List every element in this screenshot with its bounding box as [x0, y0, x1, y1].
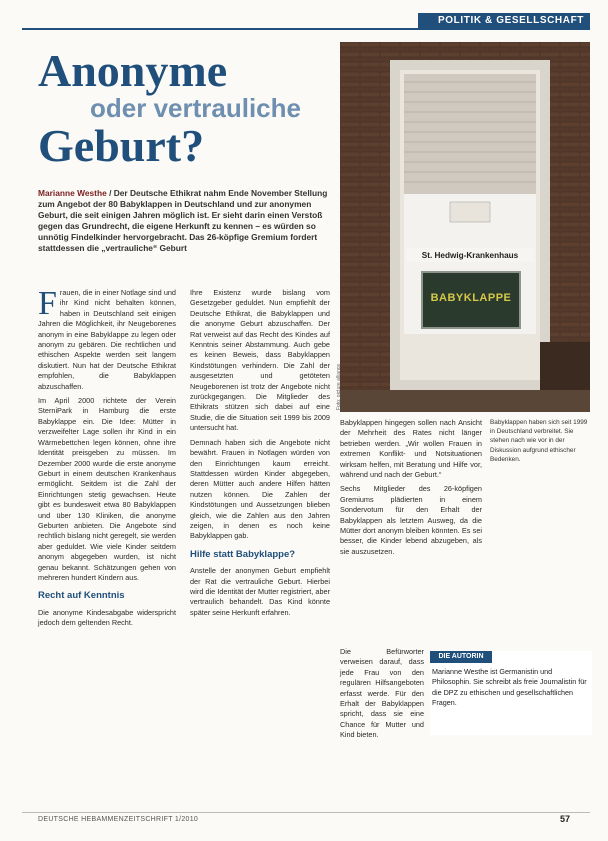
footer-divider: [22, 812, 590, 813]
column-2: [190, 288, 330, 622]
column-1: [38, 285, 176, 633]
author-box-text: Marianne Westhe ist Germanistin und Philosophin. Sie schreibt als freie Journalistin für die DPZ zu ethischen und gesellschaftlichen Fragen.: [432, 667, 587, 708]
section-label: POLITIK & GESELLSCHAFT: [418, 13, 590, 29]
subheading-hilfe: Hilfe statt Babyklappe?: [190, 548, 296, 560]
photo-caption: Babyklappen haben sich seit 1999 in Deutschland verbreitet. Sie stehen nach wie vor in der Diskussion aufgrund ethischer Bedenken.: [490, 419, 588, 463]
lead-separator: /: [109, 188, 114, 198]
column-3: [340, 418, 482, 561]
photo-credit: Foto: picture alliance: [336, 363, 342, 410]
babyklappe-label: BABYKLAPPE: [430, 292, 512, 304]
title-line-3: Geburt?: [38, 120, 205, 171]
footer-journal: DEUTSCHE HEBAMMENZEITSCHRIFT 1/2010: [38, 816, 199, 823]
col3-paragraph-1: Babyklappen hingegen sollen nach Ansicht der Mehrheit des Rates nicht länger betrieben werden. „Wir wollen Frauen in extremen Konflikt- und Notsituationen wirksam helfen, mit Beratung und Hilfe vor, während und nach der Geburt.“: [340, 418, 482, 480]
lead-paragraph: [38, 188, 328, 254]
col1-paragraph-1: rauen, die in einer Notlage sind und ihr Kind nicht behalten können, haben in Deutschland seit einigen Jahren die Möglichkeit, ihr Neugeborenes anonym in eine Babyklappe zu legen oder anonym zu gebären. Die rechtlichen und ethischen Aspekte werden seit langem diskutiert. Nun hat der Deutsche Ethikrat empfohlen, die Babyklappen abzuschaffen.: [38, 288, 176, 391]
column-3-lower: [340, 647, 424, 745]
babyklappe-photo: [340, 42, 590, 412]
lead-text: Der Deutsche Ethikrat nahm Ende November Stellung zum Angebot der 80 Babyklappen in Deutschland und zur anonymen Geburt, die seit einigen Jahren möglich ist. Er sieht darin einen Verstoß gegen das Grundrecht, die eigene Herkunft zu kennen – es würden so unnötig Findelkinder hervorgebracht. Das 26-köpfige Gremium fordert stattdessen die „vertrauliche“ Geburt: [38, 188, 328, 253]
col1-paragraph-3: Die anonyme Kindesabgabe widerspricht jedoch dem geltenden Recht.: [38, 607, 176, 628]
article-photo: [340, 42, 590, 412]
dropcap: F: [38, 285, 57, 322]
title-line-1: Anonyme: [38, 45, 228, 96]
title-line-2: oder vertrauliche: [90, 93, 301, 123]
author-box-label: DIE AUTORIN: [430, 651, 492, 663]
col2-paragraph-3: Anstelle der anonymen Geburt empfiehlt der Rat die vertrauliche Geburt. Hierbei wird die Identität der Mutter registriert, aber vertraulich behandelt. Das Kind könnte später seine Herkunft erfahren.: [190, 566, 330, 617]
col3b-paragraph-1: Die Befürworter verweisen darauf, dass jede Frau von den regulären Hilfsangeboten erfasst werde. Für den Erhalt der Babyklappen spricht, dass sie eine Chance für Mutter und Kind bieten.: [340, 647, 424, 740]
col1-paragraph-2: Im April 2000 richtete der Verein SterniPark in Hamburg die erste Babyklappe ein. Die Idee: Mütter in verzweifelter Lage sollen ihr Kind in ein Wärmebettchen legen können, ohne ihre Identität preisgeben zu müssen. Im Dezember 2000 wurde die erste anonyme Geburt in einem deutschen Krankenhaus ermöglicht. Seitdem ist die Zahl der Einrichtungen stetig gewachsen. Heute gibt es bundesweit etwa 80 Babyklappen und über 130 Kliniken, die anonyme Geburten anbieten. Die Angebote sind rechtlich bislang nicht geregelt, sie werden aber geduldet. Wie viele Kinder seitdem anonym abgegeben wurden, ist nicht genau bekannt. Schätzungen gehen von mehreren hundert Kindern aus.: [38, 396, 176, 582]
hospital-sign: St. Hedwig-Krankenhaus: [421, 251, 519, 260]
col2-paragraph-2: Demnach haben sich die Angebote nicht bewährt. Frauen in Notlagen würden von den Einrichtungen kaum erreicht. Stattdessen würden Kinder abgegeben, deren Mütter auch andere Hilfen hätten nutzen können. Die Zahlen der Kindstötungen und Aussetzungen blieben gleich, wie die Zahlen aus den Jahren zeigen, in denen es noch keine Babyklappen gab.: [190, 437, 330, 541]
lead-author: Marianne Westhe: [38, 188, 107, 198]
col2-paragraph-1: Ihre Existenz wurde bislang vom Gesetzgeber geduldet. Nun empfiehlt der Deutsche Ethikrat, die Babyklappen und die anonyme Geburt abzuschaffen. Der Rat verweist auf das Recht des Kindes auf Kenntnis seiner Abstammung. Auch gebe es keinen Beweis, dass Babyklappen Kindstötungen verhindern. Die Zahl der ausgesetzten und getöteten Neugeborenen ist trotz der Angebote nicht zurückgegangen. Die Mitglieder des Ethikrats stützen sich dabei auf eine Studie, die die Situation seit 1999 bis 2009 untersucht hat.: [190, 288, 330, 433]
section-divider: [22, 28, 590, 30]
col3-paragraph-2: Sechs Mitglieder des 26-köpfigen Gremiums plädierten in einem Sondervotum für den Erhalt der Babyklappen als letztem Ausweg, da die Mütter dort anonym bleiben könnten. Es sei besser, die Kinder lebend abzugeben, als sie auszusetzen.: [340, 484, 482, 556]
page-number: 57: [560, 814, 571, 824]
subheading-recht: Recht auf Kenntnis: [38, 590, 125, 602]
